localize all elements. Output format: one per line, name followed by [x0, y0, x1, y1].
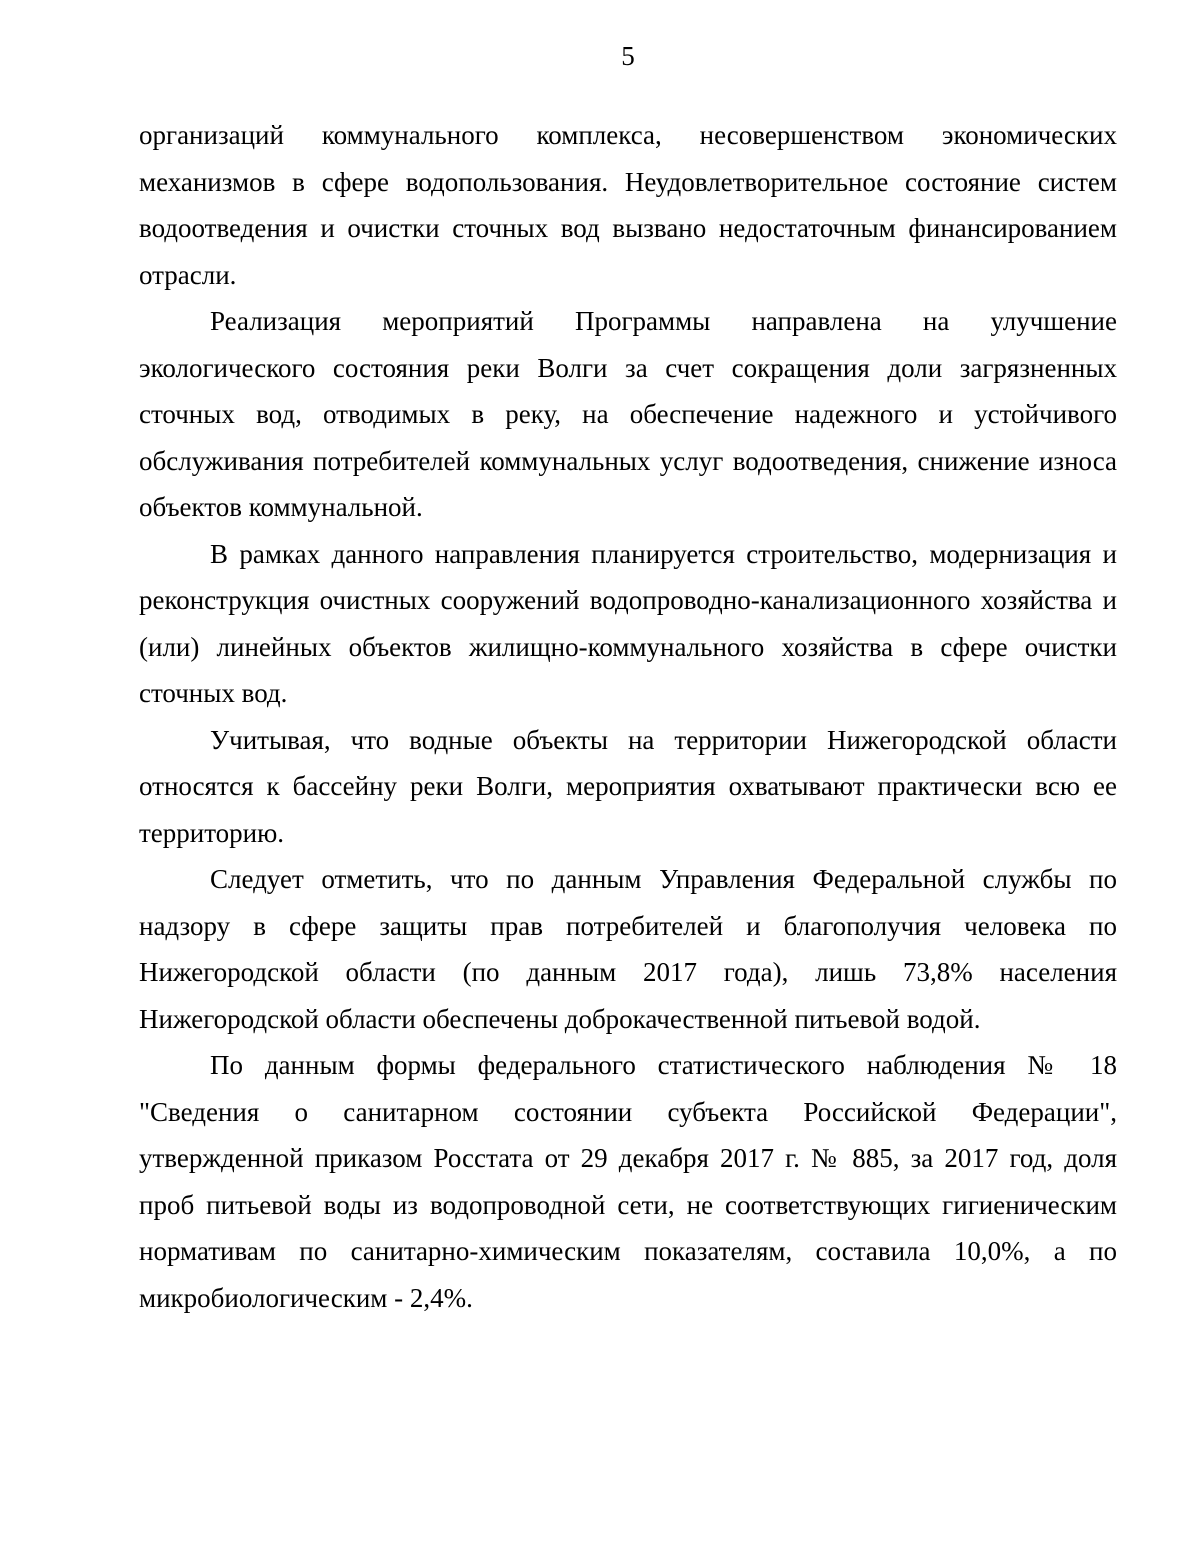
- paragraph-statistics: По данным формы федерального статистического наблюдения № 18 "Сведения о санитарном состоянии субъекта Российской Федерации", утвержденной приказом Росстата от 29 декабря 2017 г. № 885, за 2017 год, доля проб питьевой воды из водопроводной сети, не соответствующих гигиеническим нормативам по санитарно-химическим показателям, составила 10,0%, а по микробиологическим - 2,4%.: [139, 1050, 1117, 1313]
- document-body: [139, 112, 1117, 1321]
- paragraph-continuation: организаций коммунального комплекса, несовершенством экономических механизмов в сфере водопользования. Неудовлетворительное состояние систем водоотведения и очистки сточных вод вызвано недостаточным финансированием отрасли.: [139, 120, 1117, 290]
- paragraph-water-quality: Следует отметить, что по данным Управления Федеральной службы по надзору в сфере защиты прав потребителей и благополучия человека по Нижегородской области (по данным 2017 года), лишь 73,8% населения Нижегородской области обеспечены доброкачественной питьевой водой.: [139, 864, 1117, 1034]
- paragraph-volga-basin: Учитывая, что водные объекты на территории Нижегородской области относятся к бассейну реки Волги, мероприятия охватывают практически всю ее территорию.: [139, 724, 1117, 848]
- paragraph-construction-plans: В рамках данного направления планируется строительство, модернизация и реконструкция очистных сооружений водопроводно-канализационного хозяйства и (или) линейных объектов жилищно-коммунального хозяйства в сфере очистки сточных вод.: [139, 538, 1117, 708]
- paragraph-program-goals: Реализация мероприятий Программы направлена на улучшение экологического состояния реки Волги за счет сокращения доли загрязненных сточных вод, отводимых в реку, на обеспечение надежного и устойчивого обслуживания потребителей коммунальных услуг водоотведения, снижение износа объектов коммунальной.: [139, 306, 1117, 522]
- page-number: 5: [621, 41, 635, 71]
